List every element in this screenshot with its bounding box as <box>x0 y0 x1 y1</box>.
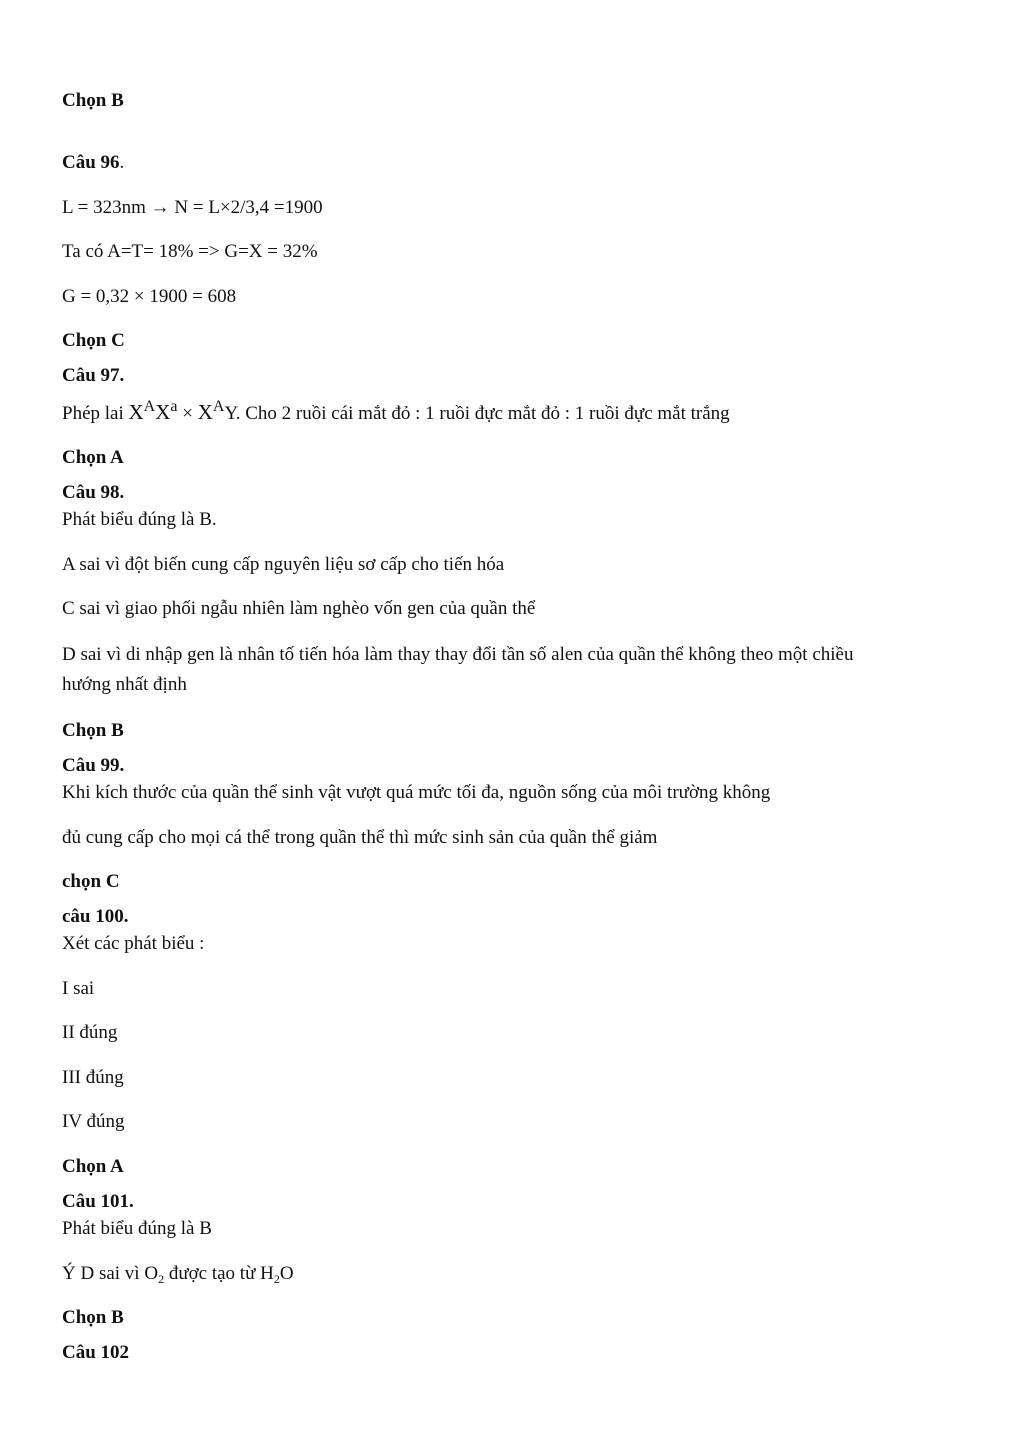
answer-choice: Chọn A <box>62 447 124 468</box>
answer-choice: Chọn B <box>62 720 124 741</box>
solution-line: đủ cung cấp cho mọi cá thể trong quần thể thì mức sinh sản của quần thể giảm <box>62 827 658 848</box>
solution-line: Xét các phát biểu : <box>62 933 205 954</box>
solution-line: III đúng <box>62 1067 124 1088</box>
subscript: 2 <box>273 1272 280 1286</box>
question-heading-96 <box>62 151 124 175</box>
solution-line: G = 0,32 × 1900 = 608 <box>62 286 237 307</box>
solution-line: IV đúng <box>62 1111 125 1132</box>
times-symbol: × <box>177 403 198 424</box>
allele-superscript: A <box>143 398 156 415</box>
chromosome-symbol: X <box>155 400 171 424</box>
text-segment: Ý D sai vì O <box>62 1263 159 1284</box>
answer-choice: Chọn A <box>62 1156 124 1177</box>
question-heading-99: Câu 99. <box>62 755 125 776</box>
solution-line: II đúng <box>62 1022 118 1043</box>
chromosome-symbol: X <box>197 400 213 424</box>
question-heading-102: Câu 102 <box>62 1342 130 1363</box>
chromosome-symbol: X <box>128 400 144 424</box>
cross-formula-line <box>62 400 730 427</box>
subscript: 2 <box>158 1272 165 1286</box>
allele-superscript: A <box>212 398 225 415</box>
text-segment: O <box>279 1263 294 1284</box>
solution-line: hướng nhất định <box>62 674 187 695</box>
text-segment: Y. Cho 2 ruồi cái mắt đỏ : 1 ruồi đực mắt đỏ : 1 ruồi đực mắt trắng <box>224 403 730 424</box>
solution-line: D sai vì di nhập gen là nhân tố tiến hóa làm thay thay đổi tần số alen của quần thể không theo một chiều <box>62 644 854 665</box>
solution-line: Khi kích thước của quần thể sinh vật vượt quá mức tối đa, nguồn sống của môi trường không <box>62 782 771 803</box>
answer-choice: Chọn B <box>62 1307 124 1328</box>
solution-line: Ta có A=T= 18% => G=X = 32% <box>62 241 318 262</box>
question-heading-100: câu 100. <box>62 906 129 927</box>
text-segment: Phép lai <box>62 403 129 424</box>
answer-choice: Chọn C <box>62 330 125 351</box>
solution-line: A sai vì đột biến cung cấp nguyên liệu sơ cấp cho tiến hóa <box>62 554 505 575</box>
question-heading-101: Câu 101. <box>62 1191 134 1212</box>
solution-line: Phát biểu đúng là B. <box>62 509 217 530</box>
solution-line: L = 323nm → N = L×2/3,4 =1900 <box>62 197 323 218</box>
answer-choice: chọn C <box>62 871 120 892</box>
heading-dot: . <box>119 152 125 173</box>
question-number: Câu 96 <box>62 152 120 173</box>
allele-superscript: a <box>170 398 178 415</box>
solution-line: C sai vì giao phối ngẫu nhiên làm nghèo vốn gen của quần thể <box>62 598 536 619</box>
question-heading-98: Câu 98. <box>62 482 125 503</box>
solution-line: Phát biểu đúng là B <box>62 1218 212 1239</box>
solution-line: I sai <box>62 978 95 999</box>
formula-line <box>62 1262 294 1287</box>
text-segment: được tạo từ H <box>164 1263 274 1284</box>
question-heading-97: Câu 97. <box>62 365 125 386</box>
answer-choice: Chọn B <box>62 90 124 111</box>
